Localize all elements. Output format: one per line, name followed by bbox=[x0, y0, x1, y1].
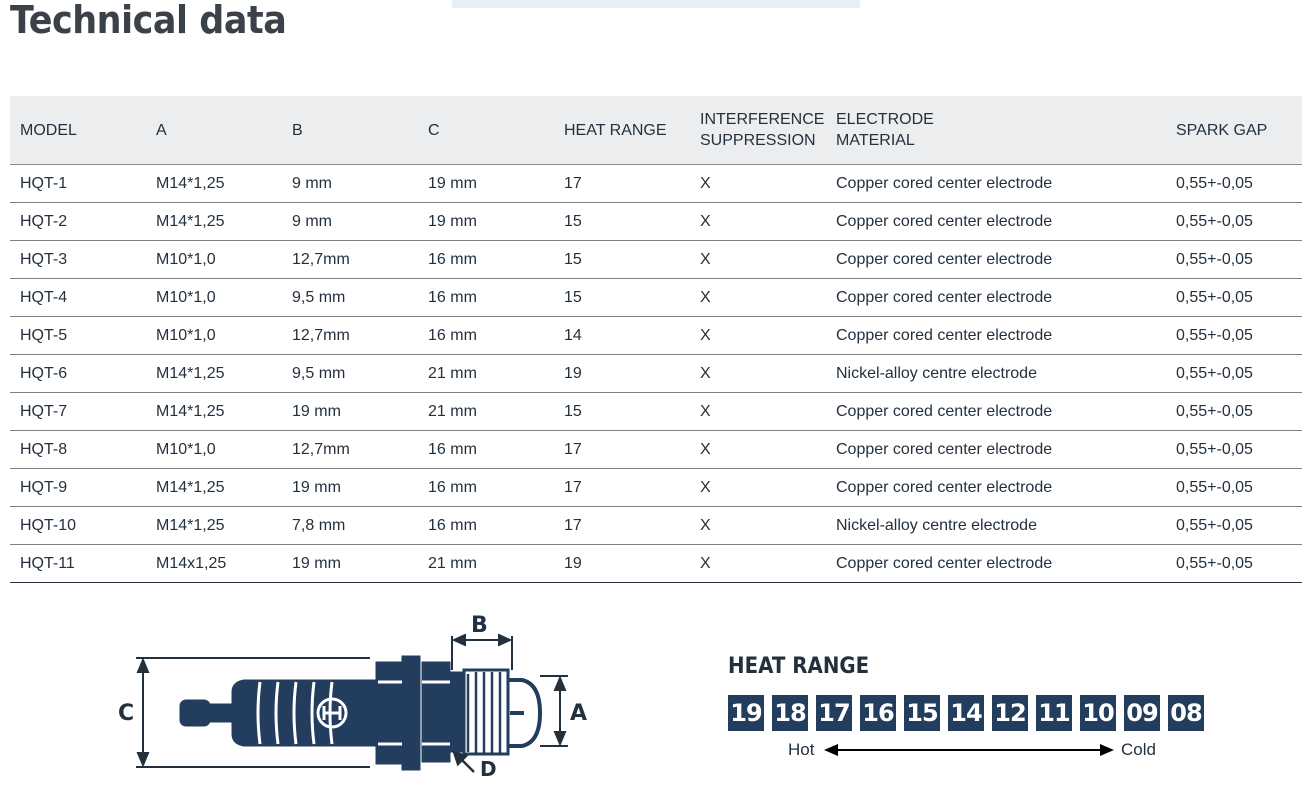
table-cell: X bbox=[700, 478, 711, 496]
table-header bbox=[10, 96, 1302, 165]
table-row bbox=[10, 545, 1302, 583]
heat-range-box: 14 bbox=[948, 695, 984, 731]
heat-range-box: 17 bbox=[816, 695, 852, 731]
table-row bbox=[10, 469, 1302, 507]
table-cell: X bbox=[700, 554, 711, 572]
table-cell: 0,55+-0,05 bbox=[1176, 288, 1253, 306]
table-cell: HQT-9 bbox=[20, 478, 68, 496]
heat-range-box: 10 bbox=[1080, 695, 1116, 731]
table-cell: 12,7mm bbox=[292, 440, 350, 458]
heat-range-box: 08 bbox=[1168, 695, 1204, 731]
table-cell: 19 mm bbox=[428, 212, 477, 230]
column-header: A bbox=[156, 121, 167, 139]
table-row bbox=[10, 317, 1302, 355]
table-cell: 19 mm bbox=[292, 478, 341, 496]
table-cell: 9 mm bbox=[292, 174, 332, 192]
label-d: D bbox=[480, 757, 497, 781]
table-cell: 17 bbox=[564, 440, 582, 458]
table-cell: 0,55+-0,05 bbox=[1176, 402, 1253, 420]
heat-range-scale bbox=[728, 695, 1204, 731]
table-cell: Nickel-alloy centre electrode bbox=[836, 516, 1037, 534]
column-header: HEAT RANGE bbox=[564, 121, 667, 139]
table-row bbox=[10, 507, 1302, 545]
table-cell: HQT-2 bbox=[20, 212, 68, 230]
table-cell: 16 mm bbox=[428, 440, 477, 458]
table-cell: 9,5 mm bbox=[292, 288, 346, 306]
table-cell: 9 mm bbox=[292, 212, 332, 230]
table-cell: Copper cored center electrode bbox=[836, 440, 1053, 458]
table-cell: X bbox=[700, 288, 711, 306]
table-cell: HQT-3 bbox=[20, 250, 68, 268]
label-a: A bbox=[570, 701, 588, 726]
table-cell: Copper cored center electrode bbox=[836, 212, 1053, 230]
table-cell: 16 mm bbox=[428, 326, 477, 344]
table-cell: 0,55+-0,05 bbox=[1176, 440, 1253, 458]
table-cell: 19 bbox=[564, 554, 582, 572]
table-cell: 19 mm bbox=[292, 554, 341, 572]
table-cell: X bbox=[700, 516, 711, 534]
table-row bbox=[10, 203, 1302, 241]
table-cell: Copper cored center electrode bbox=[836, 554, 1053, 572]
table-cell: Copper cored center electrode bbox=[836, 250, 1053, 268]
table-cell: 21 mm bbox=[428, 554, 477, 572]
table-cell: 0,55+-0,05 bbox=[1176, 516, 1253, 534]
hot-cold-arrow bbox=[824, 742, 1114, 758]
table-cell: 15 bbox=[564, 288, 582, 306]
table-cell: 0,55+-0,05 bbox=[1176, 250, 1253, 268]
table-cell: 21 mm bbox=[428, 364, 477, 382]
table-cell: HQT-7 bbox=[20, 402, 68, 420]
heat-range-title: HEAT RANGE bbox=[728, 654, 870, 679]
table-cell: 16 mm bbox=[428, 250, 477, 268]
table-cell: Copper cored center electrode bbox=[836, 478, 1053, 496]
table-row bbox=[10, 241, 1302, 279]
label-c: C bbox=[118, 701, 135, 726]
table-cell: 12,7mm bbox=[292, 326, 350, 344]
table-cell: M14*1,25 bbox=[156, 516, 225, 534]
table-cell: M14*1,25 bbox=[156, 212, 225, 230]
table-cell: X bbox=[700, 440, 711, 458]
table-cell: HQT-4 bbox=[20, 288, 68, 306]
table-row bbox=[10, 431, 1302, 469]
table-cell: X bbox=[700, 326, 711, 344]
cold-label: Cold bbox=[1121, 740, 1156, 759]
table-cell: HQT-5 bbox=[20, 326, 68, 344]
table-cell: 21 mm bbox=[428, 402, 477, 420]
table-cell: 0,55+-0,05 bbox=[1176, 554, 1253, 572]
table-cell: 19 mm bbox=[292, 402, 341, 420]
table-cell: 7,8 mm bbox=[292, 516, 346, 534]
table-cell: M14x1,25 bbox=[156, 554, 227, 572]
table-cell: HQT-1 bbox=[20, 174, 68, 192]
spec-table bbox=[10, 96, 1302, 583]
table-row bbox=[10, 165, 1302, 203]
label-b: B bbox=[471, 613, 488, 638]
column-header: B bbox=[292, 121, 303, 139]
table-cell: Copper cored center electrode bbox=[836, 326, 1053, 344]
column-header: INTERFERENCE SUPPRESSION bbox=[700, 111, 825, 149]
dimension-a bbox=[540, 676, 568, 746]
table-cell: HQT-10 bbox=[20, 516, 77, 534]
table-cell: HQT-8 bbox=[20, 440, 68, 458]
top-accent-bar bbox=[452, 0, 860, 8]
table-cell: X bbox=[700, 212, 711, 230]
table-body bbox=[10, 165, 1302, 583]
heat-range-box: 16 bbox=[860, 695, 896, 731]
table-cell: 16 mm bbox=[428, 516, 477, 534]
table-cell: 12,7mm bbox=[292, 250, 350, 268]
heat-range-box: 12 bbox=[992, 695, 1028, 731]
table-cell: X bbox=[700, 250, 711, 268]
table-cell: Nickel-alloy centre electrode bbox=[836, 364, 1037, 382]
table-cell: M14*1,25 bbox=[156, 364, 225, 382]
column-header: ELECTRODE MATERIAL bbox=[836, 111, 934, 149]
thread bbox=[468, 672, 500, 754]
table-row bbox=[10, 279, 1302, 317]
table-cell: M14*1,25 bbox=[156, 478, 225, 496]
table-cell: HQT-6 bbox=[20, 364, 68, 382]
table-cell: 15 bbox=[564, 212, 582, 230]
table-cell: 15 bbox=[564, 250, 582, 268]
table-cell: M10*1,0 bbox=[156, 288, 216, 306]
table-cell: M10*1,0 bbox=[156, 250, 216, 268]
table-row bbox=[10, 393, 1302, 431]
heat-range-box: 11 bbox=[1036, 695, 1072, 731]
table-cell: HQT-11 bbox=[20, 554, 75, 572]
table-cell: M10*1,0 bbox=[156, 326, 216, 344]
column-header: SPARK GAP bbox=[1176, 121, 1268, 139]
heat-range-box: 15 bbox=[904, 695, 940, 731]
table-cell: 0,55+-0,05 bbox=[1176, 326, 1253, 344]
table-cell: 17 bbox=[564, 516, 582, 534]
table-cell: 0,55+-0,05 bbox=[1176, 212, 1253, 230]
table-cell: 17 bbox=[564, 174, 582, 192]
table-cell: 0,55+-0,05 bbox=[1176, 174, 1253, 192]
hot-label: Hot bbox=[788, 740, 815, 759]
table-cell: X bbox=[700, 402, 711, 420]
table-cell: 19 bbox=[564, 364, 582, 382]
heat-range-box: 18 bbox=[772, 695, 808, 731]
table-cell: M14*1,25 bbox=[156, 402, 225, 420]
column-header: C bbox=[428, 121, 440, 139]
table-cell: 9,5 mm bbox=[292, 364, 346, 382]
table-cell: 19 mm bbox=[428, 174, 477, 192]
table-cell: 16 mm bbox=[428, 288, 477, 306]
table-cell: Copper cored center electrode bbox=[836, 174, 1053, 192]
table-cell: Copper cored center electrode bbox=[836, 288, 1053, 306]
table-cell: 15 bbox=[564, 402, 582, 420]
column-header: MODEL bbox=[20, 121, 77, 139]
table-cell: 17 bbox=[564, 478, 582, 496]
table-cell: 0,55+-0,05 bbox=[1176, 478, 1253, 496]
table-cell: X bbox=[700, 364, 711, 382]
table-row bbox=[10, 355, 1302, 393]
table-cell: M10*1,0 bbox=[156, 440, 216, 458]
heat-range-box: 19 bbox=[728, 695, 764, 731]
table-cell: 14 bbox=[564, 326, 582, 344]
table-cell: M14*1,25 bbox=[156, 174, 225, 192]
table-cell: Copper cored center electrode bbox=[836, 402, 1053, 420]
table-cell: 16 mm bbox=[428, 478, 477, 496]
table-cell: X bbox=[700, 174, 711, 192]
table-cell: 0,55+-0,05 bbox=[1176, 364, 1253, 382]
spark-plug-diagram bbox=[110, 610, 610, 785]
heat-range-box: 09 bbox=[1124, 695, 1160, 731]
dimension-b bbox=[452, 635, 512, 670]
page-title: Technical data bbox=[10, 0, 287, 42]
